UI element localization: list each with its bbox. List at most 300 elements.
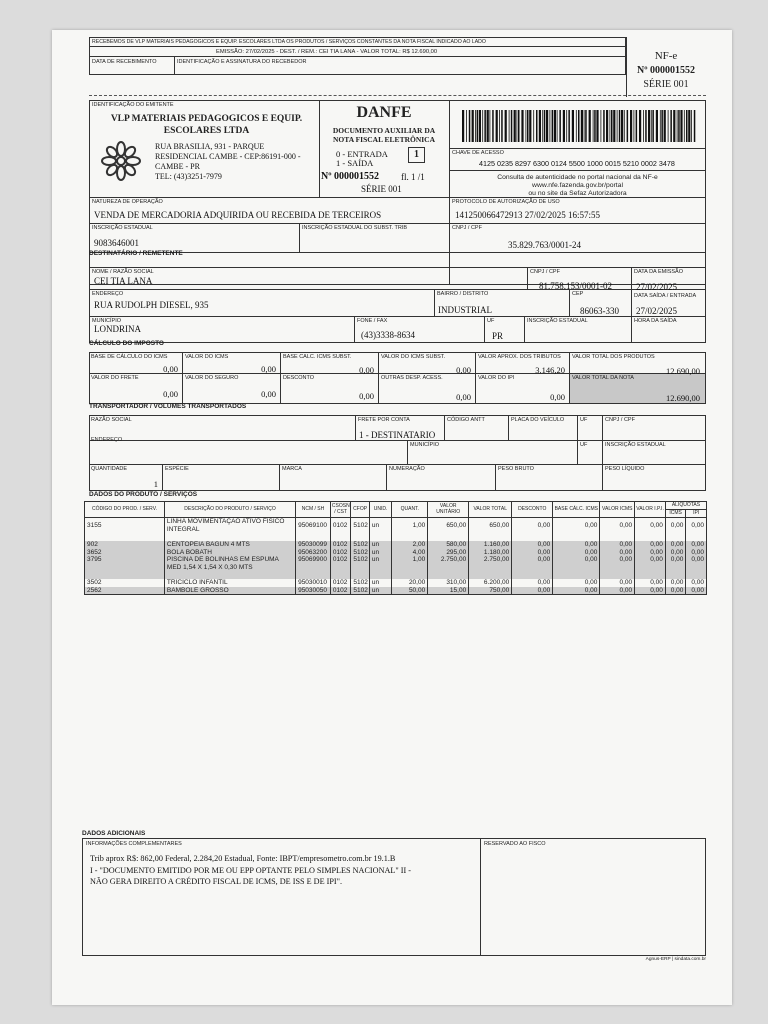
cell-quant: 1,00: [392, 556, 428, 579]
table-row: [85, 579, 707, 587]
cell-icms: 0,00: [600, 579, 635, 587]
transp-uf-label: UF: [580, 417, 588, 423]
barcode-bar: [648, 110, 650, 142]
barcode-bar: [509, 110, 510, 142]
ie-label: INSCRIÇÃO ESTADUAL: [92, 225, 153, 231]
cell-ncm: 95030010: [296, 579, 331, 587]
cell-icms: 0,00: [600, 587, 635, 595]
table-row: [85, 541, 707, 549]
barcode-bar: [677, 110, 678, 142]
barcode-bar: [639, 110, 641, 142]
dest-cnpj-label: CNPJ / CPF: [530, 269, 560, 275]
cell-cfop: 5102: [351, 579, 369, 587]
especie-label: ESPÉCIE: [165, 466, 189, 472]
barcode-bar: [466, 110, 467, 142]
dest-fone: (43)3338-8634: [361, 330, 415, 340]
dest-saida-label: DATA SAÍDA / ENTRADA: [634, 293, 697, 299]
cell-desconto: 0,00: [512, 549, 553, 557]
ie-value: 9083646001: [94, 238, 139, 248]
danfe-tipo-box: 1: [408, 147, 425, 163]
cell-cst: 0102: [330, 579, 350, 587]
cell-codigo: 3155: [85, 518, 165, 542]
cell-cfop: 5102: [351, 556, 369, 579]
barcode-bar: [472, 110, 474, 142]
barcode-bar: [521, 110, 523, 142]
cell-unid: un: [369, 518, 392, 542]
cell-codigo: 3795: [85, 556, 165, 579]
cell-cfop: 5102: [351, 587, 369, 595]
col-aliq-ipi: IPI: [686, 510, 707, 518]
cell-icms: 0,00: [600, 549, 635, 557]
dest-municipio-label: MUNICÍPIO: [92, 318, 122, 324]
consulta-3: ou no site da Sefaz Autorizadora: [528, 190, 627, 197]
cell-desconto: 0,00: [512, 541, 553, 549]
danfe-subtitle-2: NOTA FISCAL ELETRÔNICA: [333, 135, 435, 144]
transp-ie-label: INSCRIÇÃO ESTADUAL: [605, 442, 666, 448]
cell-desconto: 0,00: [512, 579, 553, 587]
danfe-subtitle-1: DOCUMENTO AUXILIAR DA: [332, 126, 436, 135]
prod-label: VALOR TOTAL DOS PRODUTOS: [572, 354, 655, 360]
barcode-bar: [482, 110, 483, 142]
cell-cst: 0102: [330, 518, 350, 542]
barcode-bar: [546, 110, 548, 142]
marca-label: MARCA: [282, 466, 302, 472]
barcode-bar: [585, 110, 587, 142]
danfe-entrada: 0 - ENTRADA: [336, 149, 388, 159]
dest-cep-label: CEP: [572, 291, 584, 297]
emitente-addr-1: RUA BRASILIA, 931 - PARQUE: [155, 142, 265, 151]
imposto-section: CÁLCULO DO IMPOSTO: [89, 340, 164, 347]
bc-st: 0,00: [359, 365, 374, 375]
bruto-label: PESO BRUTO: [498, 466, 534, 472]
emitente-tel: TEL: (43)3251-7979: [155, 172, 222, 181]
cell-unid: un: [369, 549, 392, 557]
barcode-bar: [517, 110, 518, 142]
barcode-bar: [505, 110, 507, 142]
barcode-bar: [664, 110, 666, 142]
cell-descricao: PISCINA DE BOLINHAS EM ESPUMA MED 1,54 X 1,54 X 0,30 MTS: [164, 556, 295, 579]
canhoto-nfe-label: NF-e: [654, 50, 678, 62]
barcode-bar: [606, 110, 608, 142]
cell-total: 2.750,00: [469, 556, 512, 579]
barcode-bar: [576, 110, 577, 142]
protocolo-value: 141250066472913 27/02/2025 16:57:55: [455, 210, 601, 220]
cell-ncm: 95069900: [296, 556, 331, 579]
transp-box: [89, 415, 706, 491]
col-bc: BASE CÁLC. ICMS: [553, 502, 600, 518]
cell-aipi: 0,00: [686, 549, 707, 557]
barcode-bar: [691, 110, 692, 142]
desconto-label: DESCONTO: [283, 375, 315, 381]
barcode-bar: [601, 110, 602, 142]
adicionais-section: DADOS ADICIONAIS: [82, 830, 146, 837]
table-row: [85, 556, 707, 579]
col-cst: CSOSN / CST: [330, 502, 350, 518]
dest-emissao-label: DATA DA EMISSÃO: [634, 269, 684, 275]
barcode-bar: [619, 110, 621, 142]
dest-endereco: RUA RUDOLPH DIESEL, 935: [94, 300, 209, 310]
dest-bairro: INDUSTRIAL: [438, 305, 492, 315]
barcode-bar: [533, 110, 534, 142]
cell-bc: 0,00: [553, 549, 600, 557]
barcode-bar: [651, 110, 652, 142]
trib-label: VALOR APROX. DOS TRIBUTOS: [478, 354, 561, 360]
cell-aicms: 0,00: [665, 579, 685, 587]
cell-unid: un: [369, 587, 392, 595]
cell-desconto: 0,00: [512, 518, 553, 542]
prod-total: 12.690,00: [666, 366, 700, 376]
fisco-label: RESERVADO AO FISCO: [484, 841, 546, 847]
canhoto-sign-label: IDENTIFICAÇÃO E ASSINATURA DO RECEBEDOR: [177, 59, 307, 65]
barcode-bar: [550, 110, 551, 142]
barcode-bar: [518, 110, 520, 142]
transp-section: TRANSPORTADOR / VOLUMES TRANSPORTADOS: [89, 403, 247, 410]
dest-section: DESTINATÁRIO / REMETENTE: [89, 250, 183, 257]
col-aliq-icms: ICMS: [665, 510, 685, 518]
barcode-bar: [673, 110, 675, 142]
table-row: [85, 549, 707, 557]
cell-unit: 15,00: [428, 587, 469, 595]
dest-bairro-label: BAIRRO / DISTRITO: [437, 291, 489, 297]
icms: 0,00: [261, 364, 276, 374]
cell-aicms: 0,00: [665, 549, 685, 557]
canhoto-date-label: DATA DE RECEBIMENTO: [92, 59, 157, 65]
cell-cst: 0102: [330, 541, 350, 549]
barcode-bar: [578, 110, 580, 142]
cell-descricao: CENTOPEIA BAGUN 4 MTS: [164, 541, 295, 549]
cell-bc: 0,00: [553, 541, 600, 549]
ipi: 0,00: [550, 392, 565, 402]
barcode-bar: [670, 110, 672, 142]
transp-placa-label: PLACA DO VEÍCULO: [511, 417, 565, 423]
desconto: 0,00: [359, 391, 374, 401]
cell-quant: 1,00: [392, 518, 428, 542]
chave-value: 4125 0235 8297 6300 0124 5500 1000 0015 5210 0002 3478: [479, 159, 675, 168]
barcode-bar: [526, 110, 527, 142]
col-ncm: NCM / SH: [296, 502, 331, 518]
barcode-bar: [634, 110, 635, 142]
cell-descricao: TRICICLO INFANTIL: [164, 579, 295, 587]
barcode-bar: [680, 110, 682, 142]
seguro: 0,00: [261, 389, 276, 399]
cell-cst: 0102: [330, 587, 350, 595]
icms-st-label: VALOR DO ICMS SUBST.: [381, 354, 446, 360]
iest-label: INSCRIÇÃO ESTADUAL DO SUBST. TRIB: [302, 225, 408, 231]
col-quant: QUANT.: [392, 502, 428, 518]
table-row: [85, 587, 707, 595]
barcode-bar: [563, 110, 565, 142]
chave-label: CHAVE DE ACESSO: [452, 150, 504, 156]
barcode-bar: [557, 110, 558, 142]
dest-uf: PR: [492, 331, 504, 341]
danfe-serie: SÉRIE 001: [361, 184, 402, 194]
barcode-bar: [589, 110, 591, 142]
transp-razao-label: RAZÃO SOCIAL: [91, 417, 132, 423]
cell-icms: 0,00: [600, 518, 635, 542]
cell-unid: un: [369, 556, 392, 579]
barcode-bar: [694, 110, 696, 142]
cell-cfop: 5102: [351, 518, 369, 542]
barcode-bar: [645, 110, 647, 142]
cell-unid: un: [369, 579, 392, 587]
nota-label: VALOR TOTAL DA NOTA: [572, 375, 634, 381]
barcode-bar: [621, 110, 623, 142]
cell-unid: un: [369, 541, 392, 549]
barcode-bar: [496, 110, 498, 142]
bc-st-label: BASE CALC. ICMS SUBST.: [283, 354, 352, 360]
barcode-bar: [511, 110, 513, 142]
barcode-bar: [688, 110, 690, 142]
bc-icms-label: BASE DE CÁLCULO DO ICMS: [91, 354, 168, 360]
canhoto-nfe-number: Nº 000001552: [636, 65, 696, 76]
cell-quant: 4,00: [392, 549, 428, 557]
cell-unit: 310,00: [428, 579, 469, 587]
cnpj-label: CNPJ / CPF: [452, 225, 482, 231]
dest-name: CEI TIA LANA: [94, 276, 153, 286]
cell-aicms: 0,00: [665, 518, 685, 542]
transp-cnpj-label: CNPJ / CPF: [605, 417, 635, 423]
dest-ie-label: INSCRIÇÃO ESTADUAL: [527, 318, 588, 324]
canhoto-statement: RECEBEMOS DE VLP MATERIAIS PEDAGOGICOS E EQUIP. ESCOLARES LTDA OS PRODUTOS / SERVIÇOS CONSTANTES DA NOTA FISCAL INDICADO AO LADO: [92, 39, 486, 45]
emitente-addr-2: RESIDENCIAL CAMBE - CEP:86191-000 -: [155, 152, 301, 161]
col-codigo: CÓDIGO DO PROD. / SERV.: [85, 502, 165, 518]
barcode-bar: [630, 110, 632, 142]
cell-unit: 650,00: [428, 518, 469, 542]
barcode-bar: [492, 110, 494, 142]
outras: 0,00: [456, 392, 471, 402]
company-logo-icon: [100, 140, 142, 182]
consulta-2: www.nfe.fazenda.gov.br/portal: [532, 182, 623, 189]
barcode-bar: [469, 110, 471, 142]
cell-unit: 2.750,00: [428, 556, 469, 579]
cell-aipi: 0,00: [686, 556, 707, 579]
col-cfop: CFOP: [351, 502, 369, 518]
barcode-bar: [552, 110, 554, 142]
barcode-bar: [627, 110, 629, 142]
cell-codigo: 3652: [85, 549, 165, 557]
cell-total: 1.180,00: [469, 549, 512, 557]
barcode: [462, 110, 697, 142]
col-total: VALOR TOTAL: [469, 502, 512, 518]
barcode-bar: [636, 110, 638, 142]
col-descricao: DESCRIÇÃO DO PRODUTO / SERVIÇO: [164, 502, 295, 518]
cell-total: 750,00: [469, 587, 512, 595]
info-label: INFORMAÇÕES COMPLEMENTARES: [86, 841, 182, 847]
info-line-3: NÃO GERA DIREITO A CRÉDITO FISCAL DE ICMS, DE ISS E DE IPI".: [90, 877, 343, 886]
cell-total: 6.200,00: [469, 579, 512, 587]
col-icms: VALOR ICMS: [600, 502, 635, 518]
consulta-1: Consulta de autenticidade no portal nacional da NF-e: [497, 174, 658, 181]
qtd-label: QUANTIDADE: [91, 466, 128, 472]
canhoto-summary: EMISSÃO: 27/02/2025 - DEST. / REM.: CEI TIA LANA - VALOR TOTAL: R$ 12.690,00: [216, 49, 438, 55]
emitente-addr-3: CAMBE - PR: [155, 162, 200, 171]
barcode-bar: [536, 110, 538, 142]
barcode-bar: [529, 110, 531, 142]
cut-line: [89, 95, 706, 96]
cell-ncm: 95030050: [296, 587, 331, 595]
cell-aicms: 0,00: [665, 556, 685, 579]
cell-aipi: 0,00: [686, 579, 707, 587]
cell-ncm: 95069100: [296, 518, 331, 542]
dest-endereco-label: ENDEREÇO: [92, 291, 124, 297]
barcode-bar: [527, 110, 529, 142]
barcode-bar: [477, 110, 479, 142]
transp-municipio-label: MUNICÍPIO: [410, 442, 440, 448]
dest-cnpj: 81.758.153/0001-02: [539, 281, 612, 291]
barcode-bar: [554, 110, 556, 142]
col-unid: UNID.: [369, 502, 392, 518]
cnpj-value: 35.829.763/0001-24: [508, 240, 581, 250]
protocolo-label: PROTOCOLO DE AUTORIZAÇÃO DE USO: [452, 199, 560, 205]
barcode-bar: [572, 110, 574, 142]
barcode-bar: [479, 110, 481, 142]
dest-hora-label: HORA DA SAÍDA: [634, 318, 677, 324]
barcode-bar: [584, 110, 585, 142]
barcode-bar: [643, 110, 644, 142]
products-table: [84, 501, 707, 595]
emitente-name-1: VLP MATERIAIS PEDAGOGICOS E EQUIP.: [110, 114, 303, 124]
barcode-bar: [603, 110, 605, 142]
danfe-page: [52, 30, 732, 1005]
ipi-label: VALOR DO IPI: [478, 375, 515, 381]
barcode-bar: [596, 110, 598, 142]
barcode-bar: [668, 110, 669, 142]
dest-fone-label: FONE / FAX: [357, 318, 388, 324]
barcode-bar: [559, 110, 561, 142]
barcode-bar: [661, 110, 663, 142]
cell-quant: 2,00: [392, 541, 428, 549]
barcode-bar: [542, 110, 543, 142]
dest-saida: 27/02/2025: [636, 306, 678, 316]
cell-ipi: 0,00: [635, 579, 666, 587]
cell-quant: 50,00: [392, 587, 428, 595]
footer-text: Agnus-ERP | sindata.com.br: [645, 957, 706, 962]
barcode-bar: [593, 110, 594, 142]
info-line-2: I - "DOCUMENTO EMITIDO POR ME OU EPP OPTANTE PELO SIMPLES NACIONAL" II -: [90, 866, 412, 875]
cell-ipi: 0,00: [635, 549, 666, 557]
col-unit: VALOR UNITÁRIO: [428, 502, 469, 518]
barcode-bar: [624, 110, 625, 142]
barcode-bar: [490, 110, 491, 142]
cell-descricao: BAMBOLE GROSSO: [164, 587, 295, 595]
natureza-label: NATUREZA DE OPERAÇÃO: [92, 199, 163, 205]
trib: 3.146,20: [535, 365, 565, 375]
col-ipi: VALOR I.P.I.: [635, 502, 666, 518]
icms-st: 0,00: [456, 365, 471, 375]
danfe-folha: fl. 1 /1: [401, 172, 425, 182]
table-row: [85, 518, 707, 542]
barcode-bar: [678, 110, 680, 142]
dest-name-label: NOME / RAZÃO SOCIAL: [92, 269, 154, 275]
dest-emissao: 27/02/2025: [636, 282, 678, 292]
barcode-bar: [544, 110, 546, 142]
dest-municipio: LONDRINA: [94, 324, 141, 334]
transp-frete-label: FRETE POR CONTA: [358, 417, 410, 423]
cell-codigo: 2562: [85, 587, 165, 595]
cell-icms: 0,00: [600, 541, 635, 549]
dest-uf-label: UF: [487, 318, 495, 324]
cell-bc: 0,00: [553, 587, 600, 595]
cell-bc: 0,00: [553, 579, 600, 587]
barcode-bar: [539, 110, 541, 142]
cell-aipi: 0,00: [686, 518, 707, 542]
barcode-bar: [684, 110, 685, 142]
danfe-saida: 1 - SAÍDA: [336, 158, 374, 168]
cell-ipi: 0,00: [635, 587, 666, 595]
cell-quant: 20,00: [392, 579, 428, 587]
cell-cst: 0102: [330, 556, 350, 579]
cell-aipi: 0,00: [686, 541, 707, 549]
nota-total: 12.690,00: [666, 393, 700, 403]
cell-ncm: 95063200: [296, 549, 331, 557]
produtos-section: DADOS DO PRODUTO / SERVIÇOS: [89, 491, 198, 498]
cell-total: 650,00: [469, 518, 512, 542]
qtd: 1: [153, 479, 158, 489]
info-line-1: Trib aprox R$: 862,00 Federal, 2.284,20 Estadual, Fonte: IBPT/empresometro.com.br 19.1.B: [90, 854, 396, 863]
seguro-label: VALOR DO SEGURO: [185, 375, 239, 381]
outras-label: OUTRAS DESP. ACESS.: [381, 375, 443, 381]
cell-aicms: 0,00: [665, 541, 685, 549]
cell-ncm: 95030099: [296, 541, 331, 549]
cell-cst: 0102: [330, 549, 350, 557]
barcode-bar: [617, 110, 618, 142]
canhoto-nfe-serie: SÉRIE 001: [643, 79, 689, 90]
numeracao-label: NUMERAÇÃO: [389, 466, 425, 472]
cell-unit: 580,00: [428, 541, 469, 549]
cell-ipi: 0,00: [635, 541, 666, 549]
barcode-bar: [514, 110, 516, 142]
cell-ipi: 0,00: [635, 556, 666, 579]
frete-label: VALOR DO FRETE: [91, 375, 139, 381]
cell-total: 1.160,00: [469, 541, 512, 549]
barcode-bar: [566, 110, 567, 142]
cell-desconto: 0,00: [512, 556, 553, 579]
cell-bc: 0,00: [553, 556, 600, 579]
cell-icms: 0,00: [600, 556, 635, 579]
emitente-label: IDENTIFICAÇÃO DO EMITENTE: [92, 102, 174, 108]
cell-desconto: 0,00: [512, 587, 553, 595]
cell-aicms: 0,00: [665, 587, 685, 595]
col-aliquotas: ALÍQUOTAS: [665, 502, 706, 510]
cell-descricao: LINHA MOVIMENTAÇÃO ATIVO FISICO INTEGRAL: [164, 518, 295, 542]
cell-unit: 295,00: [428, 549, 469, 557]
barcode-bar: [611, 110, 613, 142]
transp-antt-label: CÓDIGO ANTT: [447, 417, 485, 423]
barcode-bar: [610, 110, 611, 142]
barcode-bar: [686, 110, 688, 142]
cell-aipi: 0,00: [686, 587, 707, 595]
barcode-bar: [462, 110, 464, 142]
transp-frete: 1 - DESTINATARIO: [359, 430, 436, 440]
icms-label: VALOR DO ICMS: [185, 354, 229, 360]
barcode-bar: [652, 110, 654, 142]
frete: 0,00: [163, 389, 178, 399]
bc-icms: 0,00: [163, 364, 178, 374]
products-header: [85, 502, 707, 510]
cell-ipi: 0,00: [635, 518, 666, 542]
emitente-name-2: ESCOLARES LTDA: [163, 126, 250, 136]
barcode-bar: [475, 110, 476, 142]
danfe-numero: Nº 000001552: [321, 171, 380, 182]
dest-cep: 86063-330: [580, 306, 619, 316]
barcode-bar: [484, 110, 486, 142]
liquido-label: PESO LÍQUIDO: [605, 466, 645, 472]
cell-cfop: 5102: [351, 549, 369, 557]
barcode-bar: [501, 110, 503, 142]
cell-cfop: 5102: [351, 541, 369, 549]
natureza-value: VENDA DE MERCADORIA ADQUIRIDA OU RECEBIDA DE TERCEIROS: [94, 210, 382, 220]
barcode-bar: [656, 110, 658, 142]
